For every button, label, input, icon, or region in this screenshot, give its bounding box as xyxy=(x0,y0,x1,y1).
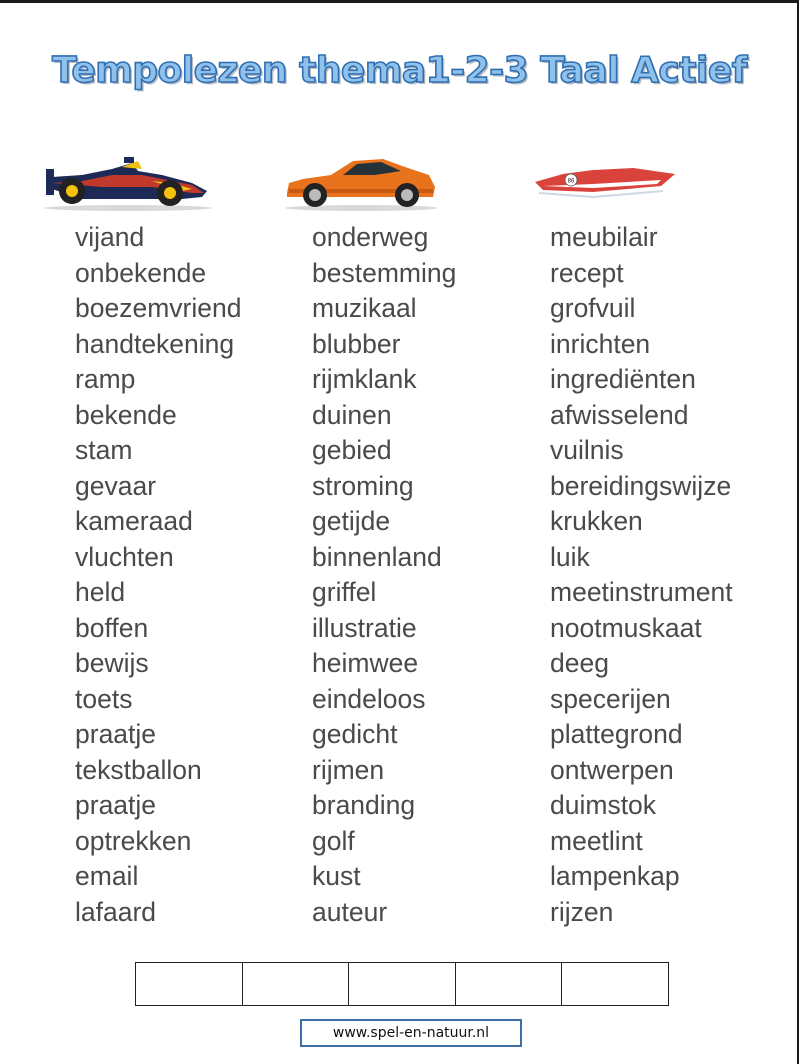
word-item: ramp xyxy=(75,364,136,394)
word-item: gedicht xyxy=(312,719,398,749)
word-item: grofvuil xyxy=(550,293,636,323)
word-column-2 xyxy=(312,220,456,930)
word-item: meetinstrument xyxy=(550,577,733,607)
word-item: boffen xyxy=(75,612,149,643)
word-item: recept xyxy=(550,257,624,288)
word-item: golf xyxy=(312,825,355,856)
word-item: blubber xyxy=(312,328,401,359)
word-item: gevaar xyxy=(75,470,157,501)
word-item: bekende xyxy=(75,399,177,430)
race-car-icon xyxy=(42,153,214,213)
word-item: boezemvriend xyxy=(75,293,242,323)
score-boxes xyxy=(135,962,669,1006)
word-item: plattegrond xyxy=(550,719,683,749)
page-title: Tempolezen thema1-2-3 Taal Actief xyxy=(52,50,747,91)
speedboat-icon xyxy=(533,160,678,200)
word-item: rijzen xyxy=(550,896,614,927)
top-border xyxy=(0,0,799,3)
word-item: kameraad xyxy=(75,506,193,536)
word-item: handtekening xyxy=(75,328,235,359)
word-item: griffel xyxy=(312,577,377,607)
boat-number: 86 xyxy=(567,178,575,185)
word-item: rijmen xyxy=(312,754,385,785)
word-item: vluchten xyxy=(75,541,174,572)
score-box[interactable] xyxy=(562,963,668,1005)
word-item: rijmklank xyxy=(312,364,417,394)
word-item: meetlint xyxy=(550,825,643,856)
score-box[interactable] xyxy=(136,963,243,1005)
word-column-1 xyxy=(75,220,241,930)
word-item: krukken xyxy=(550,506,643,536)
word-item: praatje xyxy=(75,790,157,820)
word-item: luik xyxy=(550,541,590,572)
sports-car-icon xyxy=(283,153,439,213)
word-item: stroming xyxy=(312,470,414,501)
word-item: duinen xyxy=(312,399,392,430)
word-item: gebied xyxy=(312,435,392,465)
word-item: eindeloos xyxy=(312,683,426,714)
word-item: heimwee xyxy=(312,648,419,678)
word-column-3 xyxy=(550,220,733,930)
word-item: nootmuskaat xyxy=(550,612,702,643)
word-item: lafaard xyxy=(75,896,157,927)
word-item: binnenland xyxy=(312,541,442,572)
score-box[interactable] xyxy=(243,963,350,1005)
word-item: held xyxy=(75,577,126,607)
word-item: branding xyxy=(312,790,416,820)
word-item: getijde xyxy=(312,506,391,536)
word-item: specerijen xyxy=(550,683,671,714)
word-item: onbekende xyxy=(75,257,207,288)
word-item: vijand xyxy=(75,222,145,252)
word-item: duimstok xyxy=(550,790,657,820)
word-item: onderweg xyxy=(312,222,429,252)
word-item: afwisselend xyxy=(550,399,689,430)
website-link[interactable]: www.spel-en-natuur.nl xyxy=(300,1019,522,1047)
word-item: kust xyxy=(312,861,361,891)
word-item: auteur xyxy=(312,896,388,927)
word-item: ontwerpen xyxy=(550,754,674,785)
word-item: email xyxy=(75,861,139,891)
word-item: praatje xyxy=(75,719,157,749)
word-item: vuilnis xyxy=(550,435,624,465)
word-item: optrekken xyxy=(75,825,192,856)
word-item: bestemming xyxy=(312,257,457,288)
word-item: lampenkap xyxy=(550,861,680,891)
word-item: stam xyxy=(75,435,133,465)
word-item: tekstballon xyxy=(75,754,202,785)
score-box[interactable] xyxy=(456,963,563,1005)
word-item: deeg xyxy=(550,648,609,678)
word-item: toets xyxy=(75,683,133,714)
word-item: inrichten xyxy=(550,328,651,359)
word-item: illustratie xyxy=(312,612,417,643)
word-item: bereidingswijze xyxy=(550,470,732,501)
word-item: muzikaal xyxy=(312,293,417,323)
score-box[interactable] xyxy=(349,963,456,1005)
word-item: ingrediënten xyxy=(550,364,696,394)
word-item: meubilair xyxy=(550,222,658,252)
word-item: bewijs xyxy=(75,648,149,678)
